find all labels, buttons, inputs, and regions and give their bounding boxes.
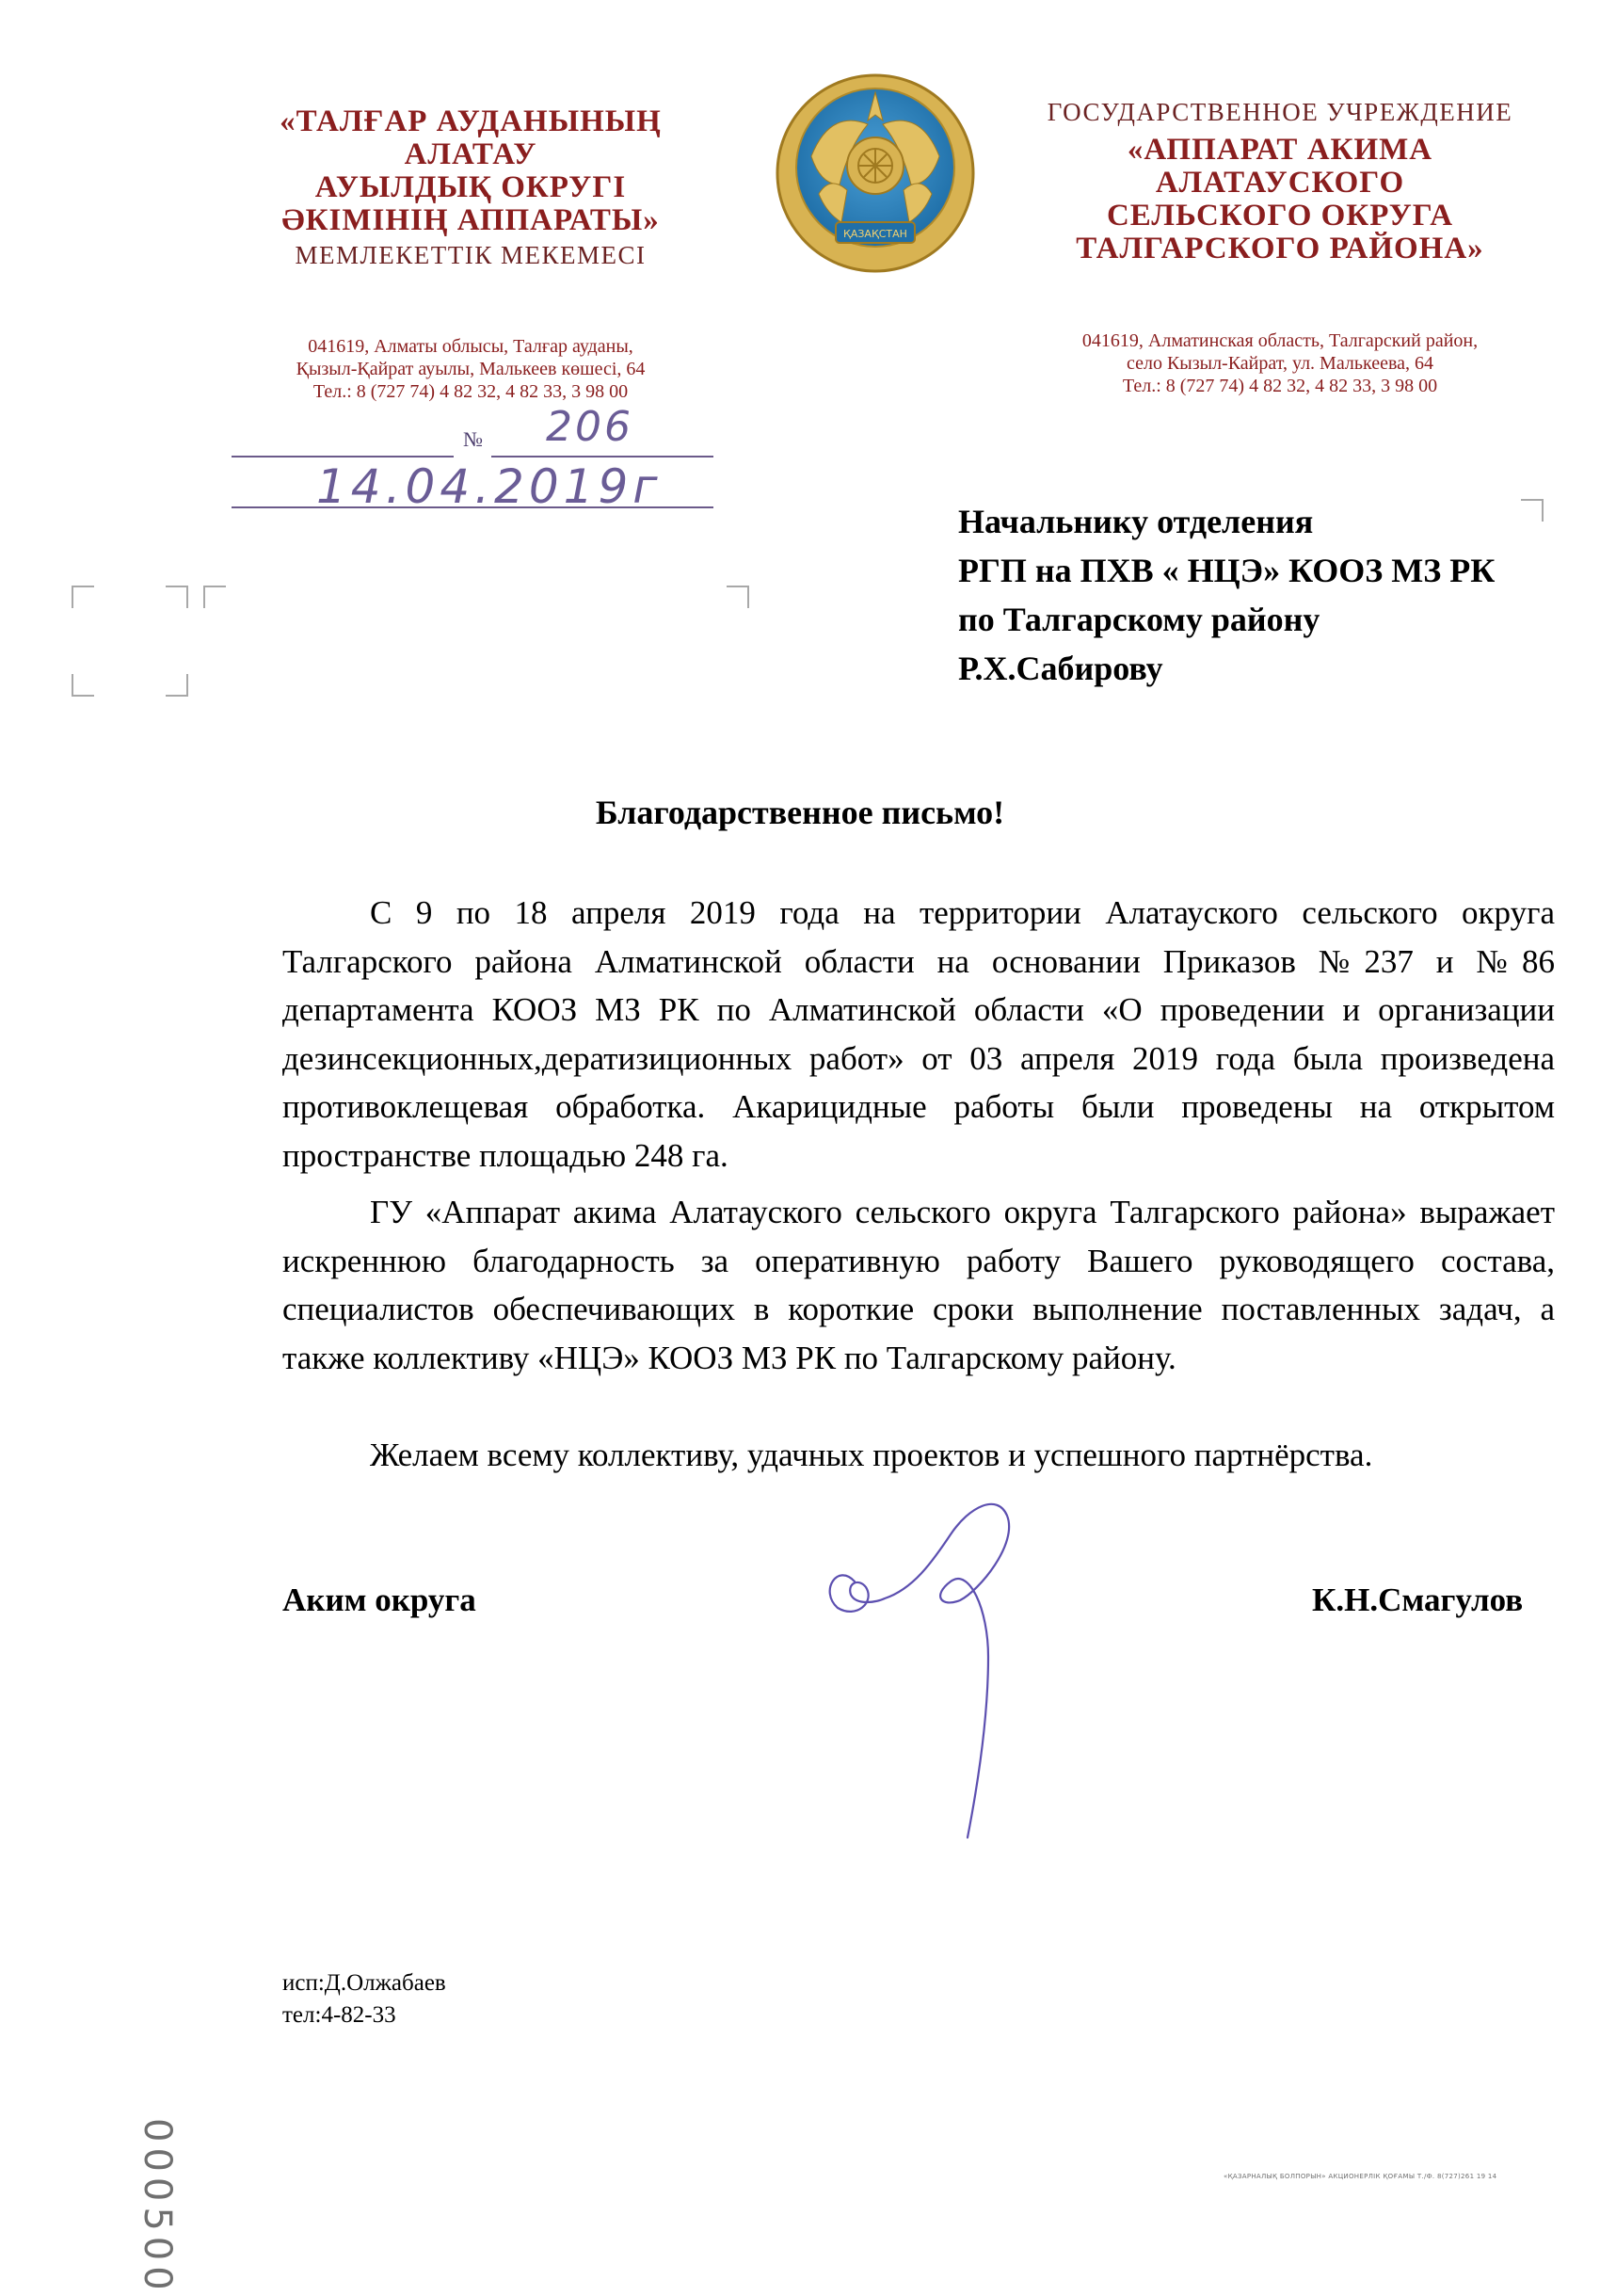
corner-mark [727,586,749,608]
number-line-left [232,456,454,458]
emblem-text: ҚАЗАҚСТАН [843,228,907,240]
letter-paragraph: С 9 по 18 апреля 2019 года на территории Алатауского сельского округа Талгарского района Алматинской области на основании Приказов №237 и №86 департамента КООЗ МЗ РК по Алматинской области «О проведении и организации дезинсекционных,дератизиционных работ» от 03 апреля 2019 года была произведена противоклещевая обработка. Акарицидные работы были проведены на открытом пространстве площадью 248 га. [282,894,1555,1174]
org-type-russian: ГОСУДАРСТВЕННОЕ УЧРЕЖДЕНИЕ [1047,98,1513,126]
executor-info: исп:Д.Олжабаев тел:4-82-33 [282,1970,446,2028]
org-name-russian: «АППАРАТ АКИМА АЛАТАУСКОГО СЕЛЬСКОГО ОКРУГА ТАЛГАРСКОГО РАЙОНА» [1076,133,1484,265]
org-address-russian: 041619, Алматинская область, Талгарский район, село Кызыл-Кайрат, ул. Малькеева, 64 Тел.: 8 (727 74) 4 82 32, 4 82 33, 3 98 00 [1081,330,1479,396]
number-line-right [491,456,713,458]
org-address-kazakh: 041619, Алматы облысы, Талғар ауданы, Қызыл-Қайрат ауылы, Малькеев көшесі, 64 Тел.: 8 (727 74) 4 82 32, 4 82 33, 3 98 00 [296,336,646,402]
corner-mark [166,586,188,608]
corner-mark [72,674,94,697]
letter-paragraph: ГУ «Аппарат акима Алатауского сельского округа Талгарского района» выражает искреннюю благодарность за оперативную работу Вашего руководящего состава, специалистов обеспечивающих в короткие сроки выполнение поставленных задач, а также коллективу «НЦЭ» КООЗ МЗ РК по Талгарскому району. [282,1194,1555,1376]
letter-title: Благодарственное письмо! [595,794,1005,831]
corner-mark [203,586,226,608]
corner-mark [166,674,188,697]
serial-number: 000500 [136,2118,179,2296]
number-sign: № [463,427,483,451]
print-footer: «ҚАЗАРНАЛЫҚ БОЛПОРЫН» АКЦИОНЕРЛІК ҚОҒАМЫ Т./Ф. 8(727)261 19 14 [1224,2173,1497,2180]
kazakhstan-emblem-icon [774,72,977,275]
signatory-name: К.Н.Смагулов [1312,1582,1524,1618]
corner-mark [72,586,94,608]
handwritten-signature-icon [809,1497,1092,1854]
registration-date: 14.04.2019г [316,459,663,514]
org-type-kazakh: МЕМЛЕКЕТТІК МЕКЕМЕСІ [295,241,647,269]
signatory-position: Аким округа [282,1582,476,1618]
org-name-kazakh: «ТАЛҒАР АУДАНЫНЫҢ АЛАТАУ АУЫЛДЫҚ ОКРУГІ ӘКІМІНІҢ АППАРАТЫ» [280,104,662,237]
letter-paragraph: Желаем всему коллективу, удачных проектов и успешного партнёрства. [370,1437,1373,1473]
registration-number: 206 [546,403,633,451]
addressee-block: Начальнику отделения РГП на ПХВ « НЦЭ» КООЗ МЗ РК по Талгарскому району Р.Х.Сабирову [958,503,1496,687]
